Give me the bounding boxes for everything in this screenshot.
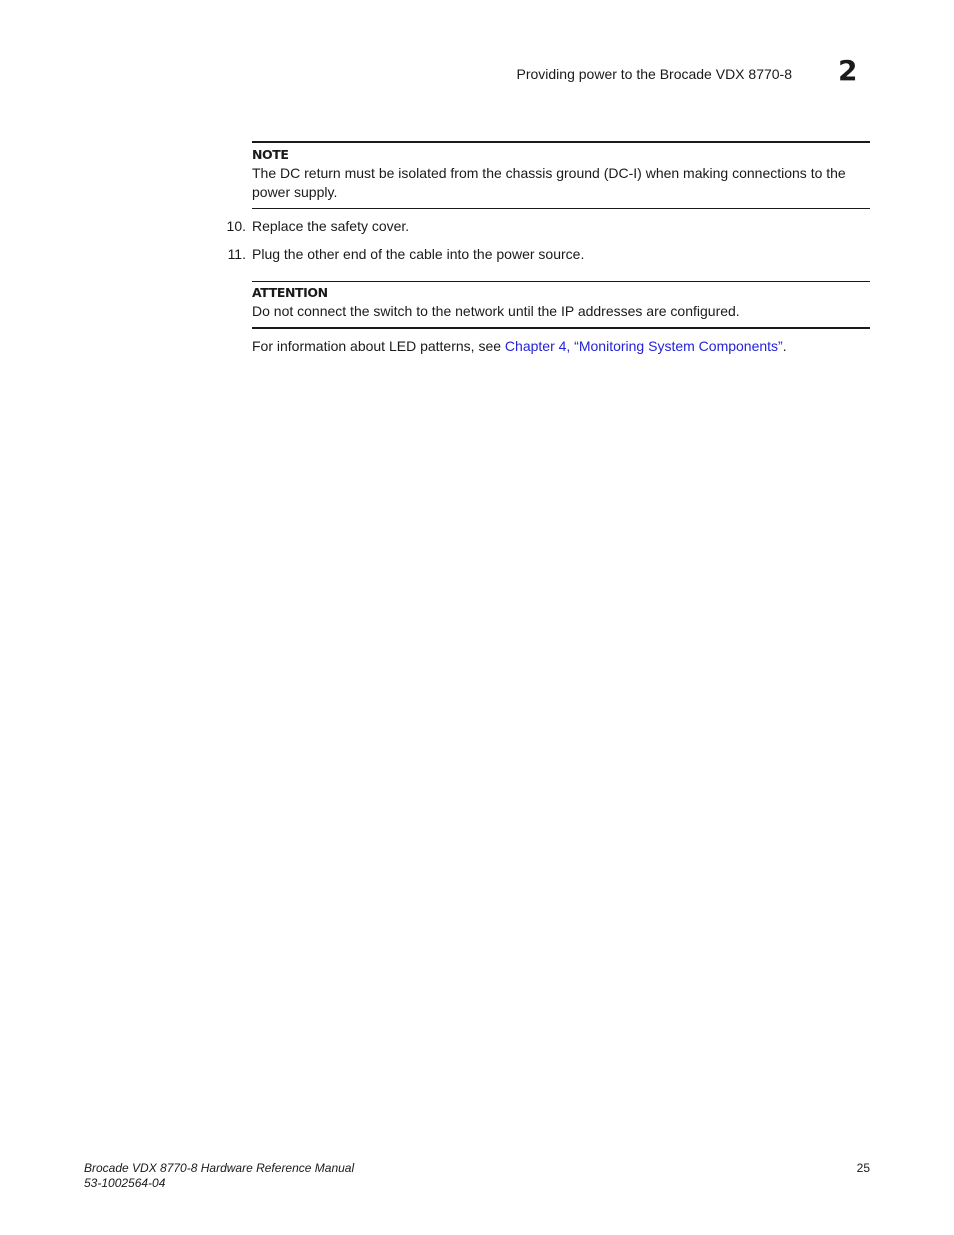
running-header-title: Providing power to the Brocade VDX 8770-8	[516, 66, 792, 82]
note-label: NOTE	[252, 147, 289, 162]
led-info-suffix: .	[782, 338, 787, 354]
note-box	[252, 141, 870, 209]
step-text: Replace the safety cover.	[252, 218, 410, 234]
chapter-4-link[interactable]: Chapter 4, “Monitoring System Components”	[504, 338, 783, 354]
footer-manual-info	[84, 1161, 354, 1191]
footer-doc-number: 53-1002564-04	[84, 1176, 166, 1190]
led-info-paragraph	[252, 336, 870, 356]
step-number: 11.	[227, 246, 246, 262]
attention-text: Do not connect the switch to the network until the IP addresses are configured.	[252, 303, 740, 319]
attention-label: ATTENTION	[252, 285, 328, 300]
footer-manual-title: Brocade VDX 8770-8 Hardware Reference Manual	[84, 1161, 355, 1175]
step-text: Plug the other end of the cable into the power source.	[252, 246, 585, 262]
note-text: The DC return must be isolated from the chassis ground (DC-I) when making connections to the power supply.	[252, 165, 846, 200]
attention-box	[252, 281, 870, 329]
page-number: 25	[856, 1161, 870, 1175]
chapter-number: 2	[838, 54, 858, 87]
step-number: 10.	[226, 218, 246, 234]
led-info-prefix: For information about LED patterns, see	[252, 338, 505, 354]
